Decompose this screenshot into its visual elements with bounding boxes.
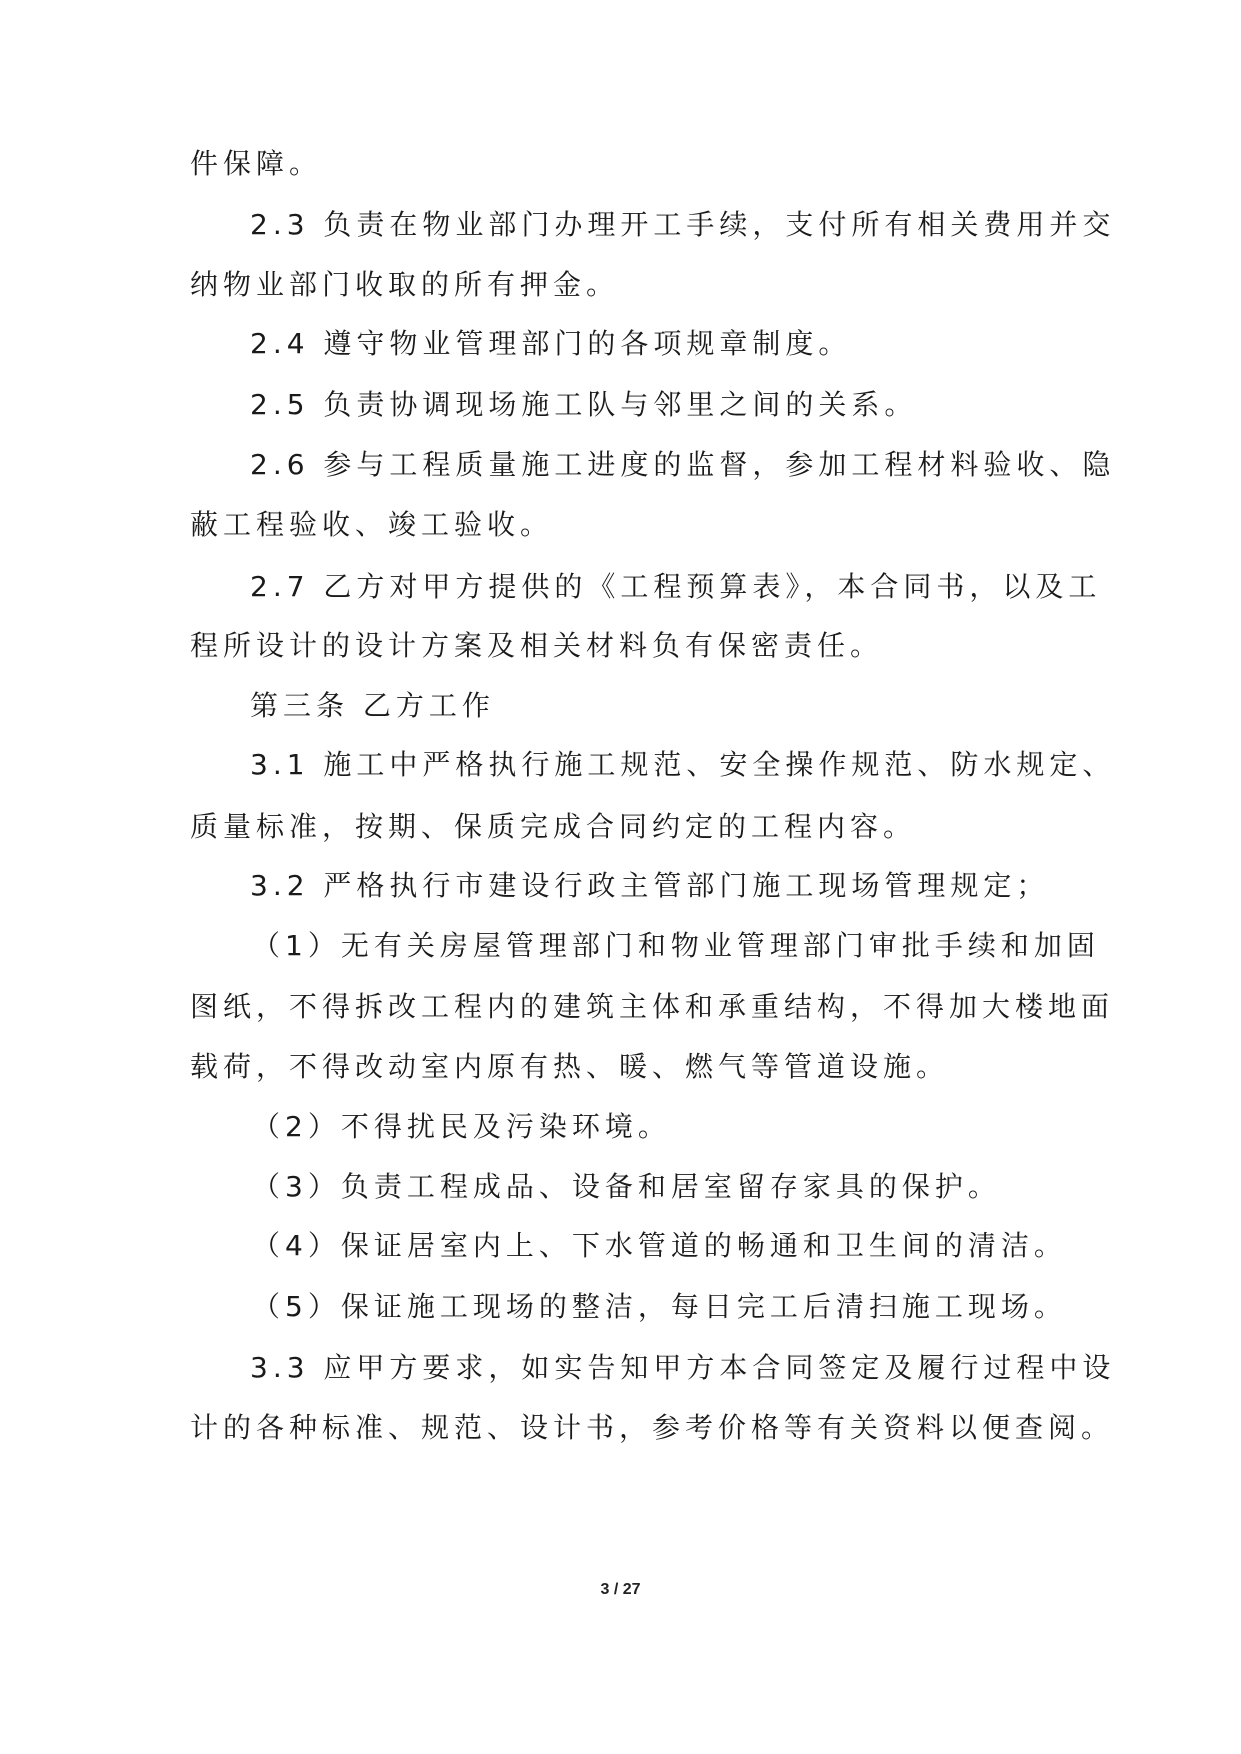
text-line: （5）保证施工现场的整洁，每日完工后清扫施工现场。 xyxy=(252,1290,1067,1323)
text-line: 2.4 遵守物业管理部门的各项规章制度。 xyxy=(250,327,852,360)
text-line: 3.1 施工中严格执行施工规范、安全操作规范、防水规定、 xyxy=(250,748,1116,781)
text-line: 3.2 严格执行市建设行政主管部门施工现场管理规定； xyxy=(250,869,1050,902)
text-line: 2.7 乙方对甲方提供的《工程预算表》，本合同书，以及工 xyxy=(250,570,1102,603)
text-line: 件保障。 xyxy=(190,147,323,180)
text-line: （1）无有关房屋管理部门和物业管理部门审批手续和加固 xyxy=(252,929,1100,962)
section-heading: 第三条 乙方工作 xyxy=(250,689,495,722)
text-line: 3.3 应甲方要求，如实告知甲方本合同签定及履行过程中设 xyxy=(250,1351,1116,1384)
text-line: 2.5 负责协调现场施工队与邻里之间的关系。 xyxy=(250,388,918,421)
text-line: 纳物业部门收取的所有押金。 xyxy=(190,268,620,301)
text-line: 质量标准，按期、保质完成合同约定的工程内容。 xyxy=(190,810,917,843)
text-line: 2.3 负责在物业部门办理开工手续，支付所有相关费用并交 xyxy=(250,208,1116,241)
text-line: 载荷，不得改动室内原有热、暖、燃气等管道设施。 xyxy=(190,1050,950,1083)
text-line: 程所设计的设计方案及相关材料负有保密责任。 xyxy=(190,629,884,662)
text-line: （2）不得扰民及污染环境。 xyxy=(252,1110,671,1143)
page-number: 3 / 27 xyxy=(600,1581,641,1598)
text-line: （3）负责工程成品、设备和居室留存家具的保护。 xyxy=(252,1170,1001,1203)
text-line: 蔽工程验收、竣工验收。 xyxy=(190,508,554,541)
text-line: （4）保证居室内上、下水管道的畅通和卫生间的清洁。 xyxy=(252,1229,1067,1262)
text-line: 2.6 参与工程质量施工进度的监督，参加工程材料验收、隐 xyxy=(250,448,1116,481)
text-line: 计的各种标准、规范、设计书，参考价格等有关资料以便查阅。 xyxy=(190,1411,1115,1444)
text-line: 图纸，不得拆改工程内的建筑主体和承重结构，不得加大楼地面 xyxy=(190,990,1115,1023)
